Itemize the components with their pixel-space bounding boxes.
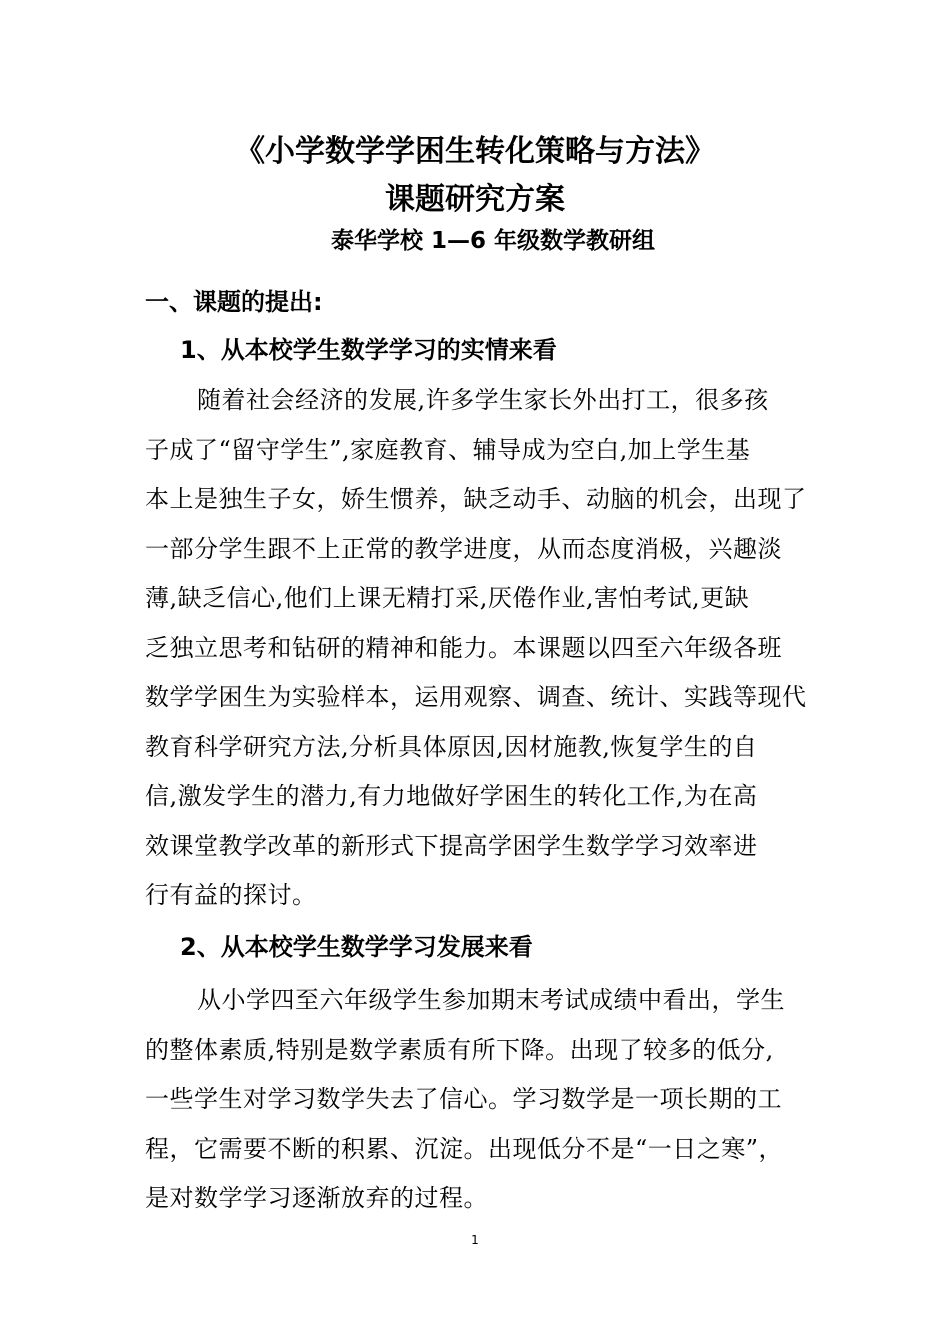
paragraph-line: 薄,缺乏信心,他们上课无精打采,厌倦作业,害怕考试,更缺 [145,584,750,612]
paragraph-line: 效课堂教学改革的新形式下提高学困学生数学学习效率进 [145,831,758,860]
paragraph-line: 信,激发学生的潜力,有力地做好学困生的转化工作,为在高 [145,782,758,810]
document-subtitle: 课题研究方案 [385,182,565,217]
section-heading: 一、课题的提出: [145,288,323,316]
paragraph-line: 从小学四至六年级学生参加期末考试成绩中看出，学生 [197,986,785,1014]
document-title: 《小学数学学困生转化策略与方法》 [235,134,715,169]
paragraph-line: 一部分学生跟不上正常的教学进度，从而态度消极，兴趣淡 [145,534,782,563]
paragraph-line: 是对数学学习逐渐放弃的过程。 [145,1184,488,1212]
paragraph-1 [145,376,815,921]
paragraph-line: 数学学困生为实验样本，运用观察、调查、统计、实践等现代 [145,683,807,711]
subsection-heading-2: 2、从本校学生数学学习发展来看 [180,933,533,961]
paragraph-line: 一些学生对学习数学失去了信心。学习数学是一项长期的工 [145,1085,782,1113]
paragraph-2 [145,976,815,1224]
page-number: 1 [471,1233,479,1247]
subsection-heading-1: 1、从本校学生数学学习的实情来看 [180,336,557,364]
paragraph-line: 的整体素质,特别是数学素质有所下降。出现了较多的低分, [145,1035,774,1064]
paragraph-line: 子成了“留守学生”,家庭教育、辅导成为空白,加上学生基 [145,435,751,464]
paragraph-line: 乏独立思考和钻研的精神和能力。本课题以四至六年级各班 [145,633,782,662]
paragraph-line: 程，它需要不断的积累、沉淀。出现低分不是“一日之寒”， [145,1134,784,1163]
paragraph-line: 随着社会经济的发展,许多学生家长外出打工，很多孩 [197,386,769,414]
paragraph-line: 本上是独生子女，娇生惯养，缺乏动手、动脑的机会，出现了 [145,485,807,513]
paragraph-line: 行有益的探讨。 [145,881,317,909]
paragraph-line: 教育科学研究方法,分析具体原因,因材施教,恢复学生的自 [145,732,758,761]
document-organization: 泰华学校 1—6 年级数学教研组 [330,228,656,254]
